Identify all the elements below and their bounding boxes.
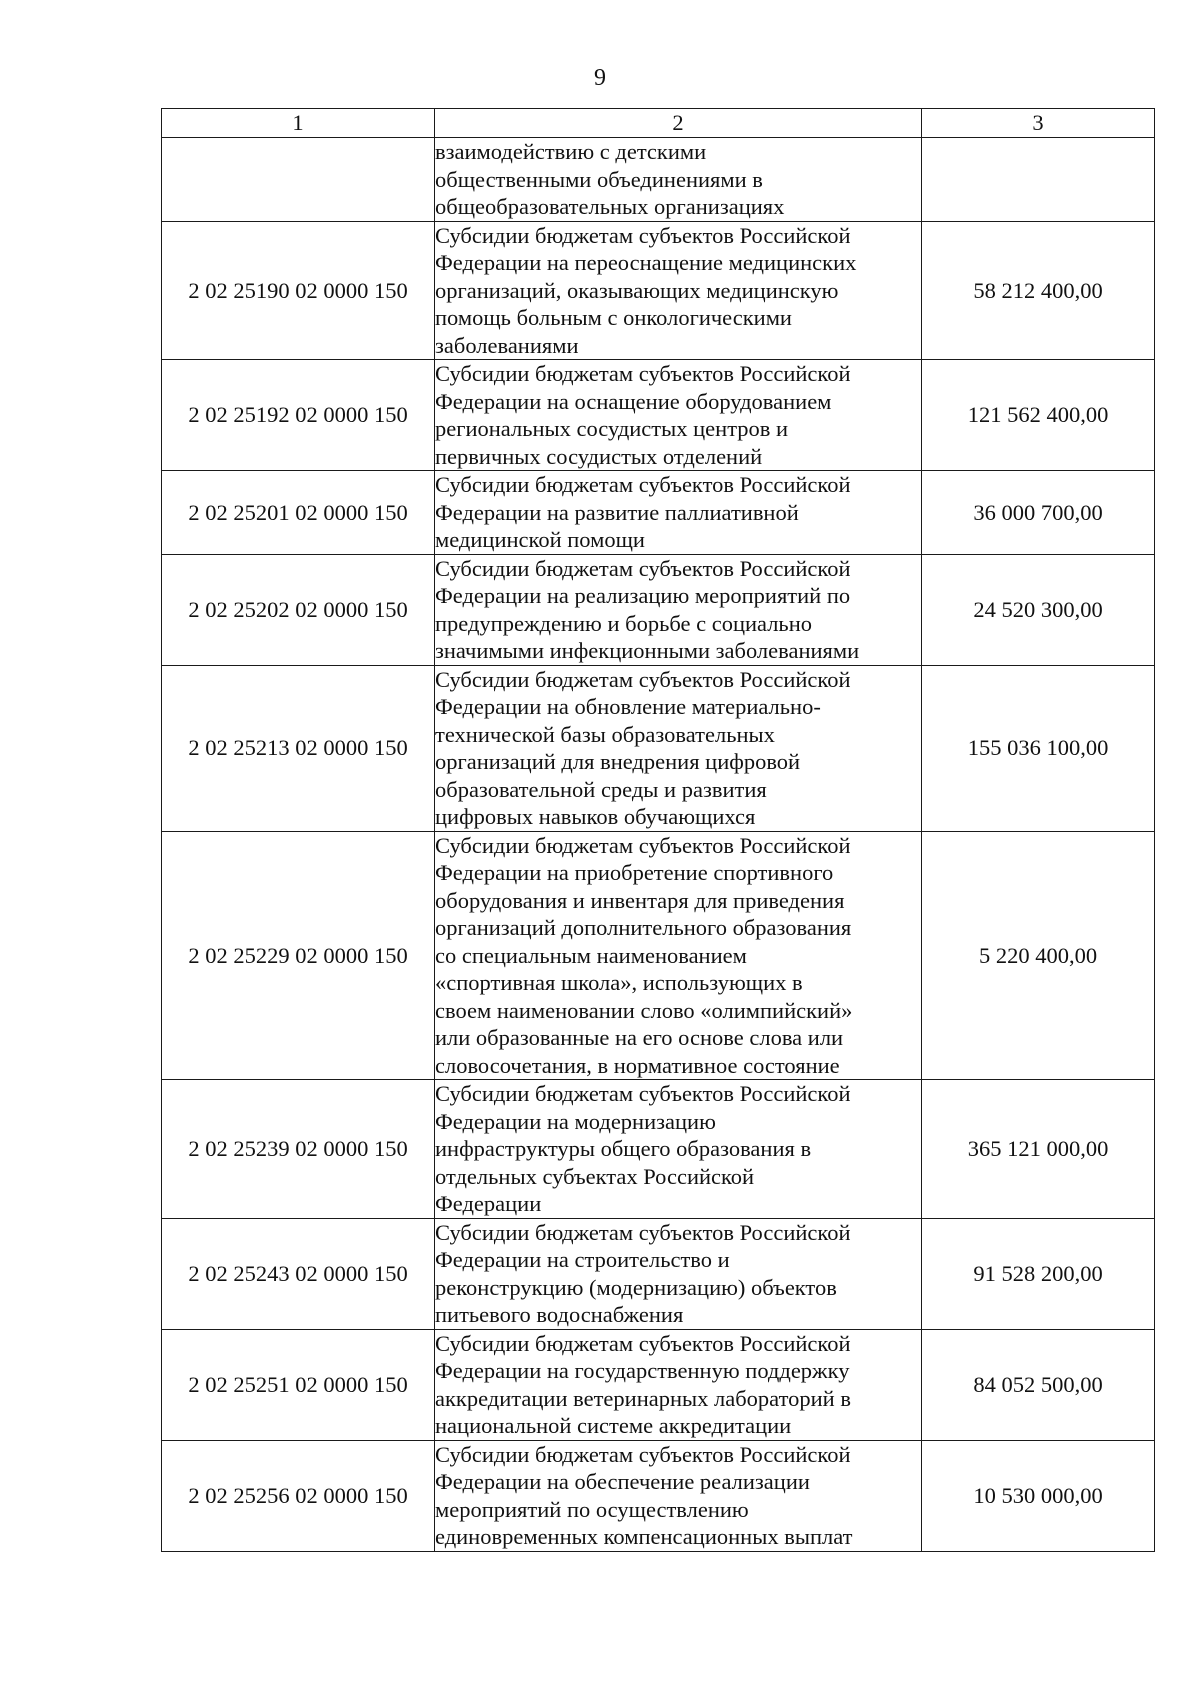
budget-code-cell: 2 02 25229 02 0000 150 (162, 831, 435, 1080)
description-cell (435, 665, 922, 831)
description-line: Субсидии бюджетам субъектов Российской (435, 666, 851, 692)
budget-code-cell: 2 02 25213 02 0000 150 (162, 665, 435, 831)
description-line: образовательной среды и развития (435, 776, 767, 802)
budget-code-cell: 2 02 25251 02 0000 150 (162, 1329, 435, 1440)
description-line: реконструкцию (модернизацию) объектов (435, 1274, 837, 1300)
description-cell (435, 221, 922, 360)
description-cell (435, 1440, 922, 1551)
description-line: Субсидии бюджетам субъектов Российской (435, 1219, 851, 1245)
description-line: организаций для внедрения цифровой (435, 749, 801, 774)
amount-cell: 84 052 500,00 (922, 1329, 1155, 1440)
table-row (162, 138, 1155, 222)
description-line: или образованные на его основе слова или (435, 1025, 844, 1050)
description-line: взаимодействию с детскими (435, 139, 707, 164)
budget-code-cell: 2 02 25201 02 0000 150 (162, 471, 435, 555)
budget-code-cell: 2 02 25202 02 0000 150 (162, 554, 435, 665)
table-body (162, 138, 1155, 1552)
description-line: «спортивная школа», использующих в (435, 970, 803, 995)
table-row (162, 665, 1155, 831)
description-line: Федерации на реализацию мероприятий по (435, 583, 851, 608)
table-row (162, 554, 1155, 665)
description-cell (435, 360, 922, 471)
budget-code-cell (162, 138, 435, 222)
description-cell (435, 1080, 922, 1219)
table-row (162, 1218, 1155, 1329)
table-row (162, 360, 1155, 471)
description-line: питьевого водоснабжения (435, 1302, 684, 1327)
description-line: Субсидии бюджетам субъектов Российской (435, 1441, 851, 1467)
table-row (162, 1440, 1155, 1551)
description-line: общественными объединениями в (435, 166, 763, 192)
table-row (162, 1080, 1155, 1219)
amount-cell (922, 138, 1155, 222)
description-line: мероприятий по осуществлению (435, 1496, 749, 1522)
description-line: Субсидии бюджетам субъектов Российской (435, 361, 851, 386)
amount-cell: 24 520 300,00 (922, 554, 1155, 665)
description-line: первичных сосудистых отделений (435, 443, 763, 469)
description-line: Субсидии бюджетам субъектов Российской (435, 555, 851, 581)
table-header-row (162, 109, 1155, 138)
amount-cell: 5 220 400,00 (922, 831, 1155, 1080)
description-line: Субсидии бюджетам субъектов Российской (435, 1081, 851, 1106)
table-row (162, 831, 1155, 1080)
description-line: заболеваниями (435, 332, 579, 358)
description-line: Субсидии бюджетам субъектов Российской (435, 222, 851, 248)
description-line: Федерации на оснащение оборудованием (435, 388, 832, 414)
description-line: своем наименовании слово «олимпийский» (435, 997, 853, 1023)
description-line: Федерации на строительство и (435, 1247, 730, 1272)
description-line: региональных сосудистых центров и (435, 416, 789, 441)
description-line: технической базы образовательных (435, 721, 775, 747)
amount-cell: 10 530 000,00 (922, 1440, 1155, 1551)
amount-cell: 155 036 100,00 (922, 665, 1155, 831)
description-line: словосочетания, в нормативное состояние (435, 1052, 840, 1078)
description-line: Субсидии бюджетам субъектов Российской (435, 1330, 851, 1356)
amount-cell: 91 528 200,00 (922, 1218, 1155, 1329)
description-cell (435, 471, 922, 555)
description-cell (435, 1218, 922, 1329)
description-line: Федерации на переоснащение медицинских (435, 250, 857, 275)
column-header-2: 2 (435, 109, 922, 138)
description-line: значимыми инфекционными заболеваниями (435, 638, 860, 663)
description-line: медицинской помощи (435, 527, 645, 552)
budget-code-cell: 2 02 25256 02 0000 150 (162, 1440, 435, 1551)
description-line: организаций дополнительного образования (435, 915, 852, 940)
table-row (162, 1329, 1155, 1440)
amount-cell: 36 000 700,00 (922, 471, 1155, 555)
amount-cell: 58 212 400,00 (922, 221, 1155, 360)
page-number: 9 (594, 65, 606, 91)
description-line: Федерации на государственную поддержку (435, 1358, 850, 1383)
description-line: единовременных компенсационных выплат (435, 1524, 853, 1549)
description-line: отдельных субъектах Российской (435, 1163, 755, 1189)
description-line: Федерации на обеспечение реализации (435, 1469, 810, 1494)
description-cell (435, 554, 922, 665)
description-line: помощь больным с онкологическими (435, 305, 792, 330)
description-line: Федерации на модернизацию (435, 1108, 716, 1134)
description-line: Федерации (435, 1191, 542, 1216)
description-line: предупреждению и борьбе с социально (435, 610, 812, 636)
budget-code-cell: 2 02 25239 02 0000 150 (162, 1080, 435, 1219)
table-row (162, 221, 1155, 360)
description-line: Федерации на обновление материально- (435, 694, 821, 719)
description-cell (435, 1329, 922, 1440)
description-line: национальной системе аккредитации (435, 1413, 792, 1438)
budget-code-cell: 2 02 25192 02 0000 150 (162, 360, 435, 471)
description-line: организаций, оказывающих медицинскую (435, 277, 839, 303)
description-line: аккредитации ветеринарных лабораторий в (435, 1385, 851, 1411)
description-line: цифровых навыков обучающихся (435, 804, 756, 829)
budget-table (161, 108, 1155, 1552)
description-line: Федерации на приобретение спортивного (435, 860, 834, 885)
description-line: инфраструктуры общего образования в (435, 1136, 812, 1161)
description-cell (435, 831, 922, 1080)
budget-code-cell: 2 02 25190 02 0000 150 (162, 221, 435, 360)
description-line: Субсидии бюджетам субъектов Российской (435, 472, 851, 497)
amount-cell: 365 121 000,00 (922, 1080, 1155, 1219)
description-line: со специальным наименованием (435, 942, 747, 968)
description-line: общеобразовательных организациях (435, 194, 785, 219)
description-line: оборудования и инвентаря для приведения (435, 887, 845, 913)
budget-code-cell: 2 02 25243 02 0000 150 (162, 1218, 435, 1329)
column-header-1: 1 (162, 109, 435, 138)
description-line: Федерации на развитие паллиативной (435, 499, 799, 525)
description-line: Субсидии бюджетам субъектов Российской (435, 832, 851, 858)
amount-cell: 121 562 400,00 (922, 360, 1155, 471)
column-header-3: 3 (922, 109, 1155, 138)
table-row (162, 471, 1155, 555)
description-cell (435, 138, 922, 222)
